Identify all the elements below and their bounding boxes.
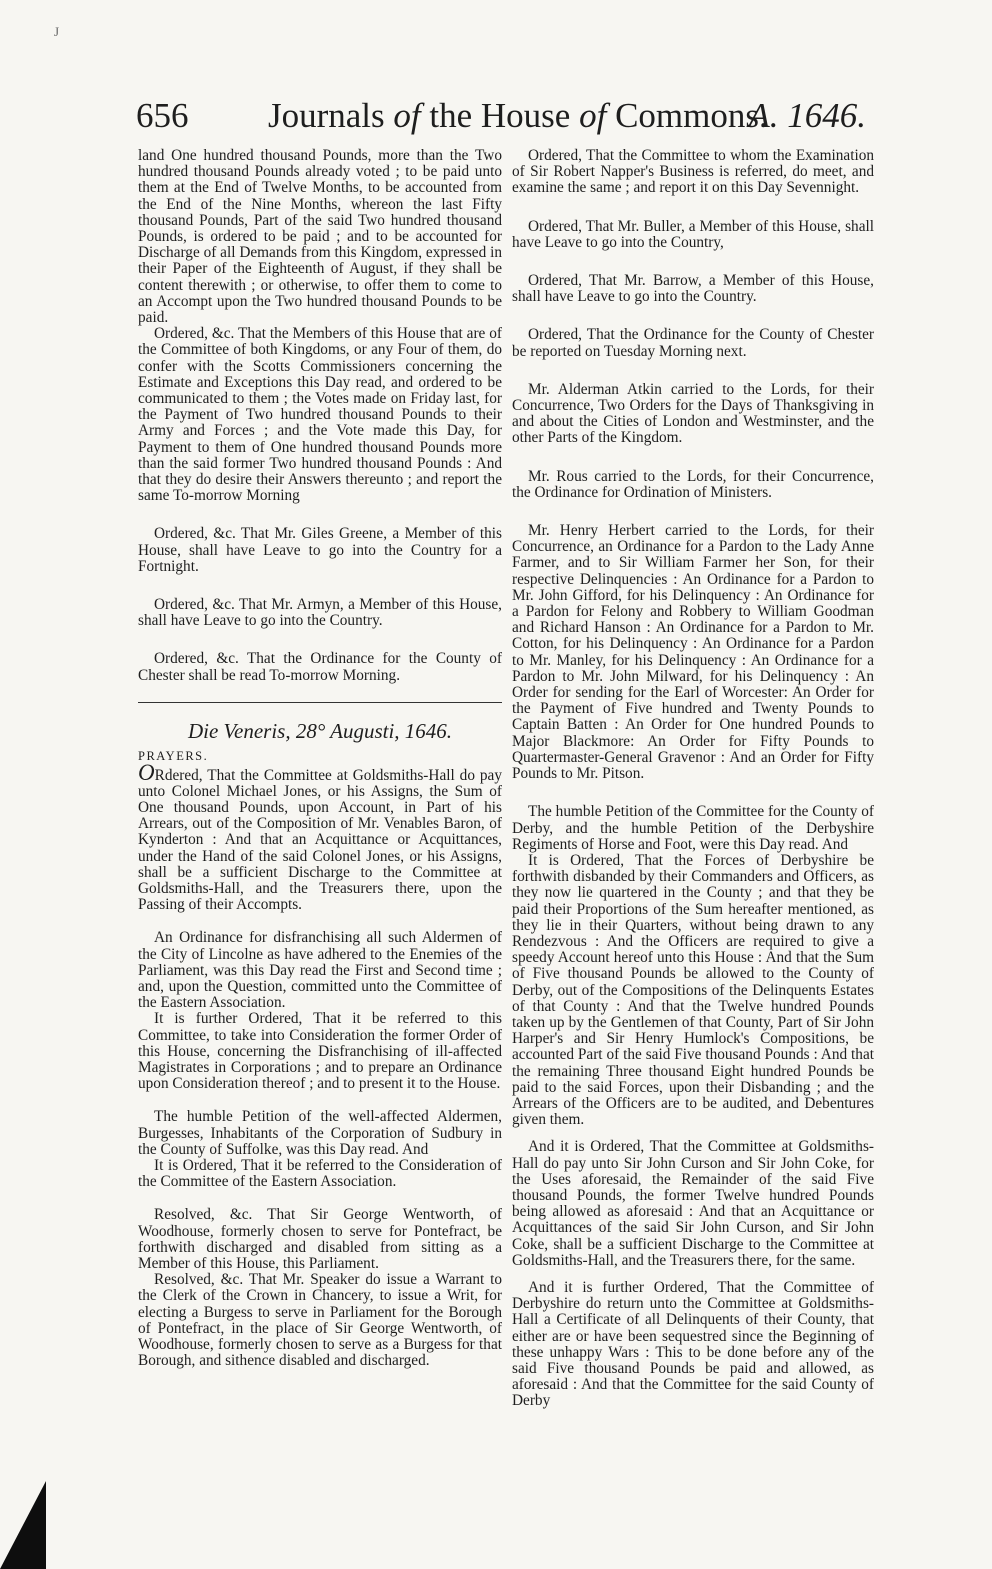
- prayers-heading: PRAYERS.: [138, 749, 209, 764]
- drop-cap: O: [138, 759, 155, 785]
- paragraph: Ordered, That the Committee to whom the Examination of Sir Robert Napper's Business is referred, do meet, and examine the same ; and report it on this Day Sevennight.: [512, 147, 874, 197]
- paragraph: Mr. Alderman Atkin carried to the Lords, for their Concurrence, Two Orders for the Days of Thanksgiving in and about the Cities of London and Westminster, and the other Parts of the Kingdom.: [512, 380, 874, 447]
- paragraph: It is further Ordered, That it be referred to this Committee, to take into Consideration the former Order of this House, concerning the Disfranchising of ill-affected Magistrates in Corporations ; and to prepare an Ordinance upon Consideration thereof ; and to present it to the House.: [138, 1010, 502, 1093]
- section-divider: [138, 702, 502, 704]
- paragraph: Ordered, That Mr. Barrow, a Member of this House, shall have Leave to go into the Country.: [512, 272, 874, 306]
- paragraph: Ordered, &c. That the Members of this House that are of the Committee of both Kingdoms, or any Four of them, do confer with the Scotts Commissioners concerning the Estimate and Exceptions this Day read, and ordered to be communicated to them ; the Votes made on Friday last, for the Payment of Two hundred thousand Pounds to their Army and Forces ; and the Vote made this Day, for Payment to them of One hundred thousand Pounds more than the said former Two hundred thousand Pounds : And that they do desire their Answers thereunto ; and report the same To-morrow Morning: [138, 325, 502, 505]
- page-number: 656: [136, 96, 189, 135]
- paragraph: And it is further Ordered, That the Committee of Derbyshire do return unto the Committee at Goldsmiths-Hall a Certificate of all Delinquents of their County, that either are or have been sequestred since the Beginning of these unhappy Wars : This to be done before any of the said Five thousand Pounds be paid and allowed, as aforesaid : And that the Committee for the said County of Derby: [512, 1278, 874, 1410]
- left-column: [138, 148, 502, 1370]
- paragraph: Ordered, &c. That Mr. Armyn, a Member of this House, shall have Leave to go into the Country.: [138, 596, 502, 630]
- paragraph: Ordered, That Mr. Buller, a Member of this House, shall have Leave to go into the Country,: [512, 217, 874, 251]
- paragraph: Mr. Henry Herbert carried to the Lords, for their Concurrence, an Ordinance for a Pardon to the Lady Anne Farmer, and to Sir William Farmer her Son, for their respective Delinquencies : An Ordinance for a Pardon to Mr. John Gifford, for his Delinquency : An Ordinance for a Pardon for Felony and Robbery to William Goodman and Richard Hanson : An Ordinance for a Pardon to Mr. Cotton, for his Delinquency : An Ordinance for a Pardon to Mr. Manley, for his Delinquency : An Ordinance for a Pardon to Mr. John Milward, for his Delinquency : An Order for sending for the Earl of Worcester: An Order for the Payment of Five hundred and Twenty Pounds to Captain Batten : An Order for One hundred Pounds to Major Blackmore: An Order for Fifty Pounds to Quartermaster-General Gravenor : And an Order for Fifty Pounds to Mr. Pitson.: [512, 522, 874, 783]
- day-heading: Die Veneris, 28° Augusti, 1646.: [187, 719, 453, 744]
- paragraph: The humble Petition of the well-affected Aldermen, Burgesses, Inhabitants of the Corporation of Sudbury in the County of Suffolke, was this Day read. And: [138, 1108, 502, 1158]
- journal-title: Journals of the House of Commons.: [268, 96, 768, 135]
- paragraph: It is Ordered, That it be referred to the Consideration of the Committee of the Eastern Association.: [138, 1157, 502, 1191]
- page-header: [136, 96, 866, 146]
- paragraph: Resolved, &c. That Sir George Wentworth, of Woodhouse, formerly chosen to serve for Pontefract, be forthwith discharged and disabled from sitting as a Member of this House, this Parliament.: [138, 1206, 502, 1273]
- paragraph: It is Ordered, That the Forces of Derbyshire be forthwith disbanded by their Commanders and Officers, as they now lie quartered in the County ; and that they be paid their Proportions of the Sum hereafter mentioned, as they lie in their Quarters, without being drawn to any Rendezvous : And the Officers are required to give a speedy Account hereof unto this House : And that the Sum of Five thousand Pounds be allowed to the County of Derby, out of the Compositions of the Delinquents Estates of that County : And that the Twelve hundred Pounds taken up by the Gentlemen of that County, Part of Sir John Harper's and Sir Henry Humlock's Compositions, be accounted Part of the said Five thousand Pounds : And that the remaining Three thousand Eight hundred Pounds be paid to the said Forces, upon their Disbanding ; and the Arrears of the Officers are to be audited, and Debentures given them.: [512, 851, 874, 1129]
- binding-shadow: [0, 1481, 46, 1569]
- paragraph: And it is Ordered, That the Committee at Goldsmiths-Hall do pay unto Sir John Curson and Sir John Coke, for the Uses aforesaid, the Remainder of the said Five thousand Pounds, the former Twelve hundred Pounds being allowed as aforesaid : And that an Acquittance or Acquittances of the said Sir John Curson, and Sir John Coke, shall be a sufficient Discharge to the Committee at Goldsmiths-Hall, and the Treasurers there, for the same.: [512, 1138, 874, 1269]
- paragraph: Ordered, &c. That Mr. Giles Greene, a Member of this House, shall have Leave to go into the Country for a Fortnight.: [138, 525, 502, 575]
- corner-mark: J: [54, 24, 60, 39]
- paragraph: The humble Petition of the Committee for the County of Derby, and the humble Petition of the Derbyshire Regiments of Horse and Foot, were this Day read. And: [512, 803, 874, 853]
- paragraph: land One hundred thousand Pounds, more than the Two hundred thousand Pounds already voted ; to be paid unto them at the End of Twelve Months, to be accounted from the End of the Nine Months, whereon the last Fifty thousand Pounds, Part of the said Two hundred thousand Pounds, is ordered to be paid ; and to be accounted for Discharge of all Demands from this Kingdom, expressed in their Paper of the Eighteenth of August, if they shall be content therewith ; or otherwise, to offer them to come to an Accompt upon the Two hundred thousand Pounds to be paid.: [138, 147, 502, 327]
- paragraph: Ordered, That the Ordinance for the County of Chester be reported on Tuesday Morning next.: [512, 326, 874, 360]
- right-column: [512, 148, 874, 1410]
- paragraph: Ordered, &c. That the Ordinance for the County of Chester shall be read To-morrow Morning.: [138, 650, 502, 684]
- paragraph: Mr. Rous carried to the Lords, for their Concurrence, the Ordinance for Ordination of Ministers.: [512, 467, 874, 501]
- paragraph: An Ordinance for disfranchising all such Aldermen of the City of Lincolne as have adhered to the Enemies of the Parliament, was this Day read the First and Second time ; and, upon the Question, committed unto the Committee of the Eastern Association.: [138, 929, 502, 1012]
- paragraph: Resolved, &c. That Mr. Speaker do issue a Warrant to the Clerk of the Crown in Chancery, to issue a Writ, for electing a Burgess to serve in Parliament for the Borough of Pontefract, in the place of Sir George Wentworth, of Woodhouse, formerly chosen to serve as a Burgess for that Borough, and sithence disabled and discharged.: [138, 1271, 502, 1370]
- paragraph: ORdered, That the Committee at Goldsmiths-Hall do pay unto Colonel Michael Jones, or his Assigns, the Sum of One thousand Pounds, upon Account, in Part of his Arrears, out of the Composition of Mr. Venables Baron, of Kynderton : And that an Acquittance or Acquittances, under the Hand of the said Colonel Jones, or his Assigns, shall be a sufficient Discharge to the Committee at Goldsmiths-Hall, and the Treasurers there, upon the Passing of their Accompts.: [138, 759, 502, 914]
- page-year: A. 1646.: [748, 96, 866, 135]
